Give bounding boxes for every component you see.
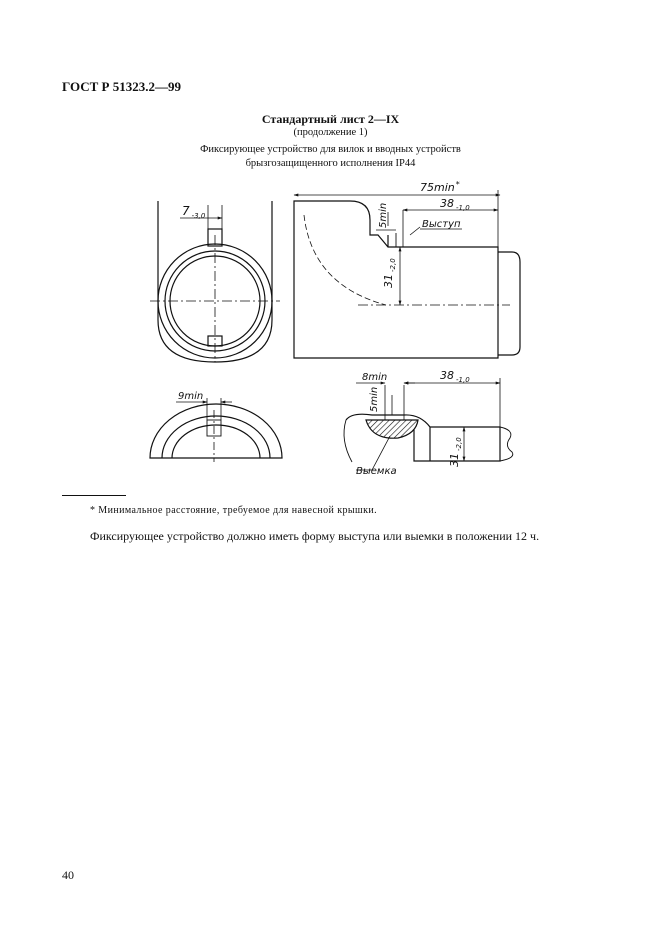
dim-75-label: 75min*: [420, 180, 460, 194]
protrusion-label: Выступ: [422, 219, 461, 230]
dim-31-bottom-label: $31_{-2,0}$: [448, 437, 463, 467]
front-view: [150, 201, 280, 362]
arc-view: [150, 398, 282, 462]
document-code: ГОСТ Р 51323.2—99: [62, 79, 181, 94]
page-number: 40: [62, 868, 74, 882]
dim-38-top-label: 38 $_{-1,0}$: [440, 197, 470, 212]
footnote-rule: [62, 495, 126, 496]
dim-38-bottom-label: 38 $_{-1,0}$: [440, 369, 470, 384]
body-paragraph: Фиксирующее устройство должно иметь форму выступа или выемки в положении 12 ч.: [90, 529, 540, 543]
caption-line-2: брызгозащищенного исполнения IP44: [245, 158, 416, 169]
caption-line-1: Фиксирующее устройство для вилок и вводных устройств: [200, 144, 461, 155]
dim-9min-label: 9min: [178, 391, 204, 402]
recess-label: Выемка: [356, 466, 397, 477]
sheet-title: Стандартный лист 2—IX: [261, 112, 400, 126]
footnote: * Минимальное расстояние, требуемое для навесной крышки.: [90, 505, 377, 516]
dim-5min-bottom-label: 5min: [369, 386, 380, 412]
dim-5min-top-label: 5min: [378, 202, 389, 228]
side-section: [294, 190, 520, 358]
dim-7-label: 7 $_{-3,0}$: [182, 204, 206, 220]
sheet-continuation: (продолжение 1): [293, 127, 368, 138]
dim-31-top-label: $31_{-2,0}$: [382, 258, 397, 288]
dim-8min-label: 8min: [362, 372, 388, 383]
